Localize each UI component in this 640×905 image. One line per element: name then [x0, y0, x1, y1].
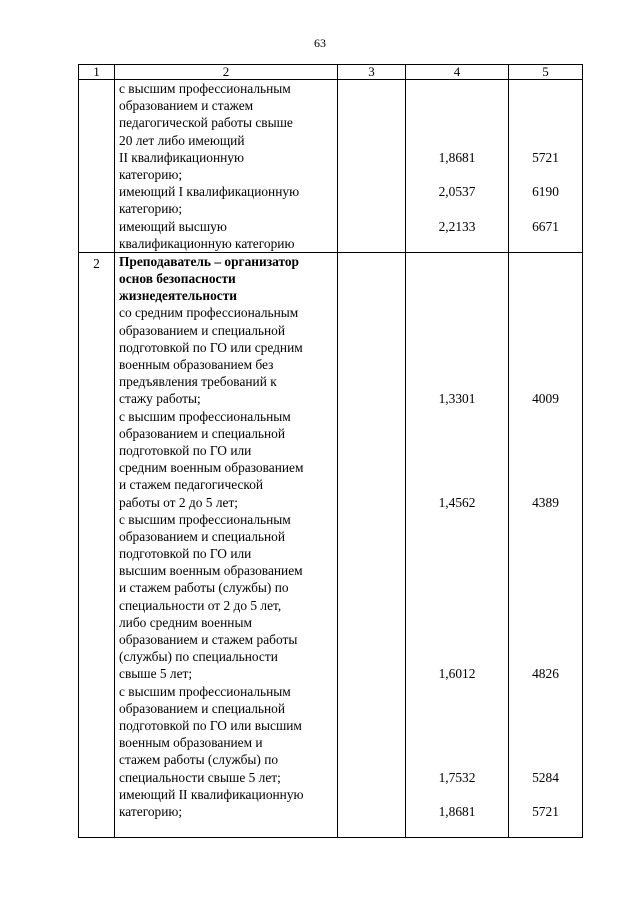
salary-value: 5284 — [532, 769, 559, 785]
salary-value — [513, 97, 578, 114]
salary-value — [513, 631, 578, 648]
description-line: стажу работы; — [119, 391, 201, 407]
coefficient-cell — [406, 80, 509, 253]
description-line: 20 лет либо имеющий — [119, 132, 245, 148]
description-line: с высшим профессиональным — [119, 408, 291, 424]
position-description-cell — [115, 80, 338, 253]
salary-value — [513, 132, 578, 149]
description-line — [119, 820, 333, 837]
description-line: образованием и специальной — [119, 322, 286, 338]
coefficient-value: 1,6012 — [438, 666, 476, 682]
salary-value — [513, 322, 578, 339]
coefficient-value — [410, 235, 504, 252]
salary-value — [513, 597, 578, 614]
salary-value — [513, 166, 578, 183]
header-cell: 3 — [338, 65, 406, 80]
salary-cell — [509, 252, 583, 837]
coefficient-value — [410, 528, 504, 545]
coefficient-value: 1,7532 — [438, 769, 476, 785]
coefficient-value — [410, 425, 504, 442]
description-line: предъявления требований к — [119, 374, 277, 390]
coefficient-value — [410, 545, 504, 562]
description-line: образованием и стажем работы — [119, 632, 298, 647]
column-3-cell — [338, 252, 406, 837]
salary-value: 6671 — [532, 218, 559, 234]
description-line: подготовкой по ГО или — [119, 546, 252, 562]
description-line: со средним профессиональным — [119, 305, 299, 321]
page-number: 63 — [314, 36, 326, 50]
description-line: с высшим профессиональным — [119, 81, 291, 96]
salary-value — [513, 511, 578, 528]
description-line: высшим военным образованием — [119, 563, 303, 579]
salary-value — [513, 476, 578, 493]
coefficient-value — [410, 717, 504, 734]
coefficient-value: 2,0537 — [438, 184, 476, 200]
salary-value — [513, 287, 578, 304]
salary-value: 4009 — [532, 391, 559, 407]
salary-value — [513, 408, 578, 425]
salary-value — [513, 820, 578, 837]
description-line: имеющий II квалификационную — [119, 786, 304, 802]
description-line: II квалификационную — [119, 149, 244, 165]
description-line: категорию; — [119, 803, 183, 819]
header-cell: 1 — [79, 65, 115, 80]
coefficient-value — [410, 166, 504, 183]
description-line: военным образованием и — [119, 735, 263, 751]
description-line: средним военным образованием — [119, 460, 304, 476]
description-line: имеющий высшую — [119, 218, 227, 234]
description-line: специальности от 2 до 5 лет, — [119, 597, 282, 613]
row-number: 2 — [93, 255, 100, 271]
coefficient-value — [410, 820, 504, 837]
salary-value — [513, 751, 578, 768]
description-line: и стажем работы (службы) по — [119, 580, 289, 596]
salary-value — [513, 373, 578, 390]
salary-value — [513, 562, 578, 579]
coefficient-value — [410, 253, 504, 270]
coefficient-value — [410, 322, 504, 339]
salary-value — [513, 235, 578, 252]
coefficient-value — [410, 459, 504, 476]
coefficient-value — [410, 631, 504, 648]
salary-value — [513, 114, 578, 131]
salary-value — [513, 786, 578, 803]
salary-value: 6190 — [532, 184, 559, 200]
salary-value: 5721 — [532, 149, 559, 165]
description-line: образованием и специальной — [119, 425, 286, 441]
column-3-cell — [338, 80, 406, 253]
coefficient-value — [410, 442, 504, 459]
description-line: образованием и специальной — [119, 528, 286, 544]
coefficient-value — [410, 786, 504, 803]
description-line: (службы) по специальности — [119, 649, 278, 665]
coefficient-value — [410, 700, 504, 717]
description-line: либо средним военным — [119, 614, 252, 630]
coefficient-value — [410, 751, 504, 768]
table-row — [79, 252, 583, 837]
row-number-cell — [79, 252, 115, 837]
salary-value — [513, 80, 578, 97]
salary-value — [513, 614, 578, 631]
position-title-line: основ безопасности — [119, 271, 236, 287]
coefficient-cell — [406, 252, 509, 837]
coefficient-value — [410, 408, 504, 425]
description-line: подготовкой по ГО или высшим — [119, 717, 302, 733]
coefficient-value: 1,3301 — [438, 391, 476, 407]
coefficient-value — [410, 304, 504, 321]
description-line: с высшим профессиональным — [119, 511, 291, 527]
salary-value — [513, 425, 578, 442]
description-line: военным образованием без — [119, 357, 274, 372]
coefficient-value — [410, 132, 504, 149]
document-table — [78, 64, 583, 838]
position-description-cell — [115, 252, 338, 837]
description-line: и стажем педагогической — [119, 477, 264, 493]
row-number-cell — [79, 80, 115, 253]
description-line: образованием и специальной — [119, 700, 286, 716]
coefficient-value — [410, 356, 504, 373]
salary-value: 4826 — [532, 666, 559, 682]
coefficient-value — [410, 270, 504, 287]
salary-cell — [509, 80, 583, 253]
description-line: педагогической работы свыше — [119, 115, 293, 131]
salary-value — [513, 648, 578, 665]
salary-value — [513, 339, 578, 356]
coefficient-value — [410, 734, 504, 751]
description-line: категорию; — [119, 166, 183, 182]
salary-value — [513, 270, 578, 287]
salary-value — [513, 459, 578, 476]
salary-value — [513, 200, 578, 217]
salary-value — [513, 545, 578, 562]
salary-value — [513, 717, 578, 734]
header-cell: 5 — [509, 65, 583, 80]
position-title-line: Преподаватель – организатор — [119, 253, 300, 269]
coefficient-value — [410, 287, 504, 304]
coefficient-value — [410, 683, 504, 700]
coefficient-value: 1,8681 — [438, 803, 476, 819]
coefficient-value — [410, 648, 504, 665]
salary-value — [513, 356, 578, 373]
description-line: свыше 5 лет; — [119, 666, 193, 682]
coefficient-value — [410, 200, 504, 217]
salary-value — [513, 442, 578, 459]
description-line: категорию; — [119, 201, 183, 217]
salary-value — [513, 528, 578, 545]
coefficient-value — [410, 562, 504, 579]
salary-value — [513, 253, 578, 270]
coefficient-value — [410, 373, 504, 390]
description-line: стажем работы (службы) по — [119, 752, 279, 768]
coefficient-value — [410, 511, 504, 528]
coefficient-value — [410, 476, 504, 493]
description-line: имеющий I квалификационную — [119, 184, 300, 200]
coefficient-value — [410, 80, 504, 97]
table-row — [79, 80, 583, 253]
salary-value — [513, 683, 578, 700]
header-cell: 4 — [406, 65, 509, 80]
description-line: специальности свыше 5 лет; — [119, 769, 281, 785]
description-line: с высшим профессиональным — [119, 683, 291, 699]
coefficient-value — [410, 97, 504, 114]
description-line: образованием и стажем — [119, 98, 254, 114]
salary-value — [513, 579, 578, 596]
coefficient-value — [410, 114, 504, 131]
coefficient-value — [410, 597, 504, 614]
coefficient-value: 2,2133 — [438, 218, 476, 234]
description-line: подготовкой по ГО или — [119, 442, 252, 458]
coefficient-value — [410, 339, 504, 356]
coefficient-value: 1,4562 — [438, 494, 476, 510]
salary-value — [513, 304, 578, 321]
description-line: подготовкой по ГО или средним — [119, 339, 303, 355]
description-line: работы от 2 до 5 лет; — [119, 494, 239, 510]
coefficient-value — [410, 579, 504, 596]
salary-value — [513, 700, 578, 717]
position-title-line: жизнедеятельности — [119, 288, 238, 304]
salary-value: 4389 — [532, 494, 559, 510]
coefficient-value — [410, 614, 504, 631]
table-header-row — [79, 65, 583, 80]
salary-value: 5721 — [532, 803, 559, 819]
coefficient-value: 1,8681 — [438, 149, 476, 165]
description-line: квалификационную категорию — [119, 235, 295, 251]
salary-value — [513, 734, 578, 751]
header-cell: 2 — [115, 65, 338, 80]
